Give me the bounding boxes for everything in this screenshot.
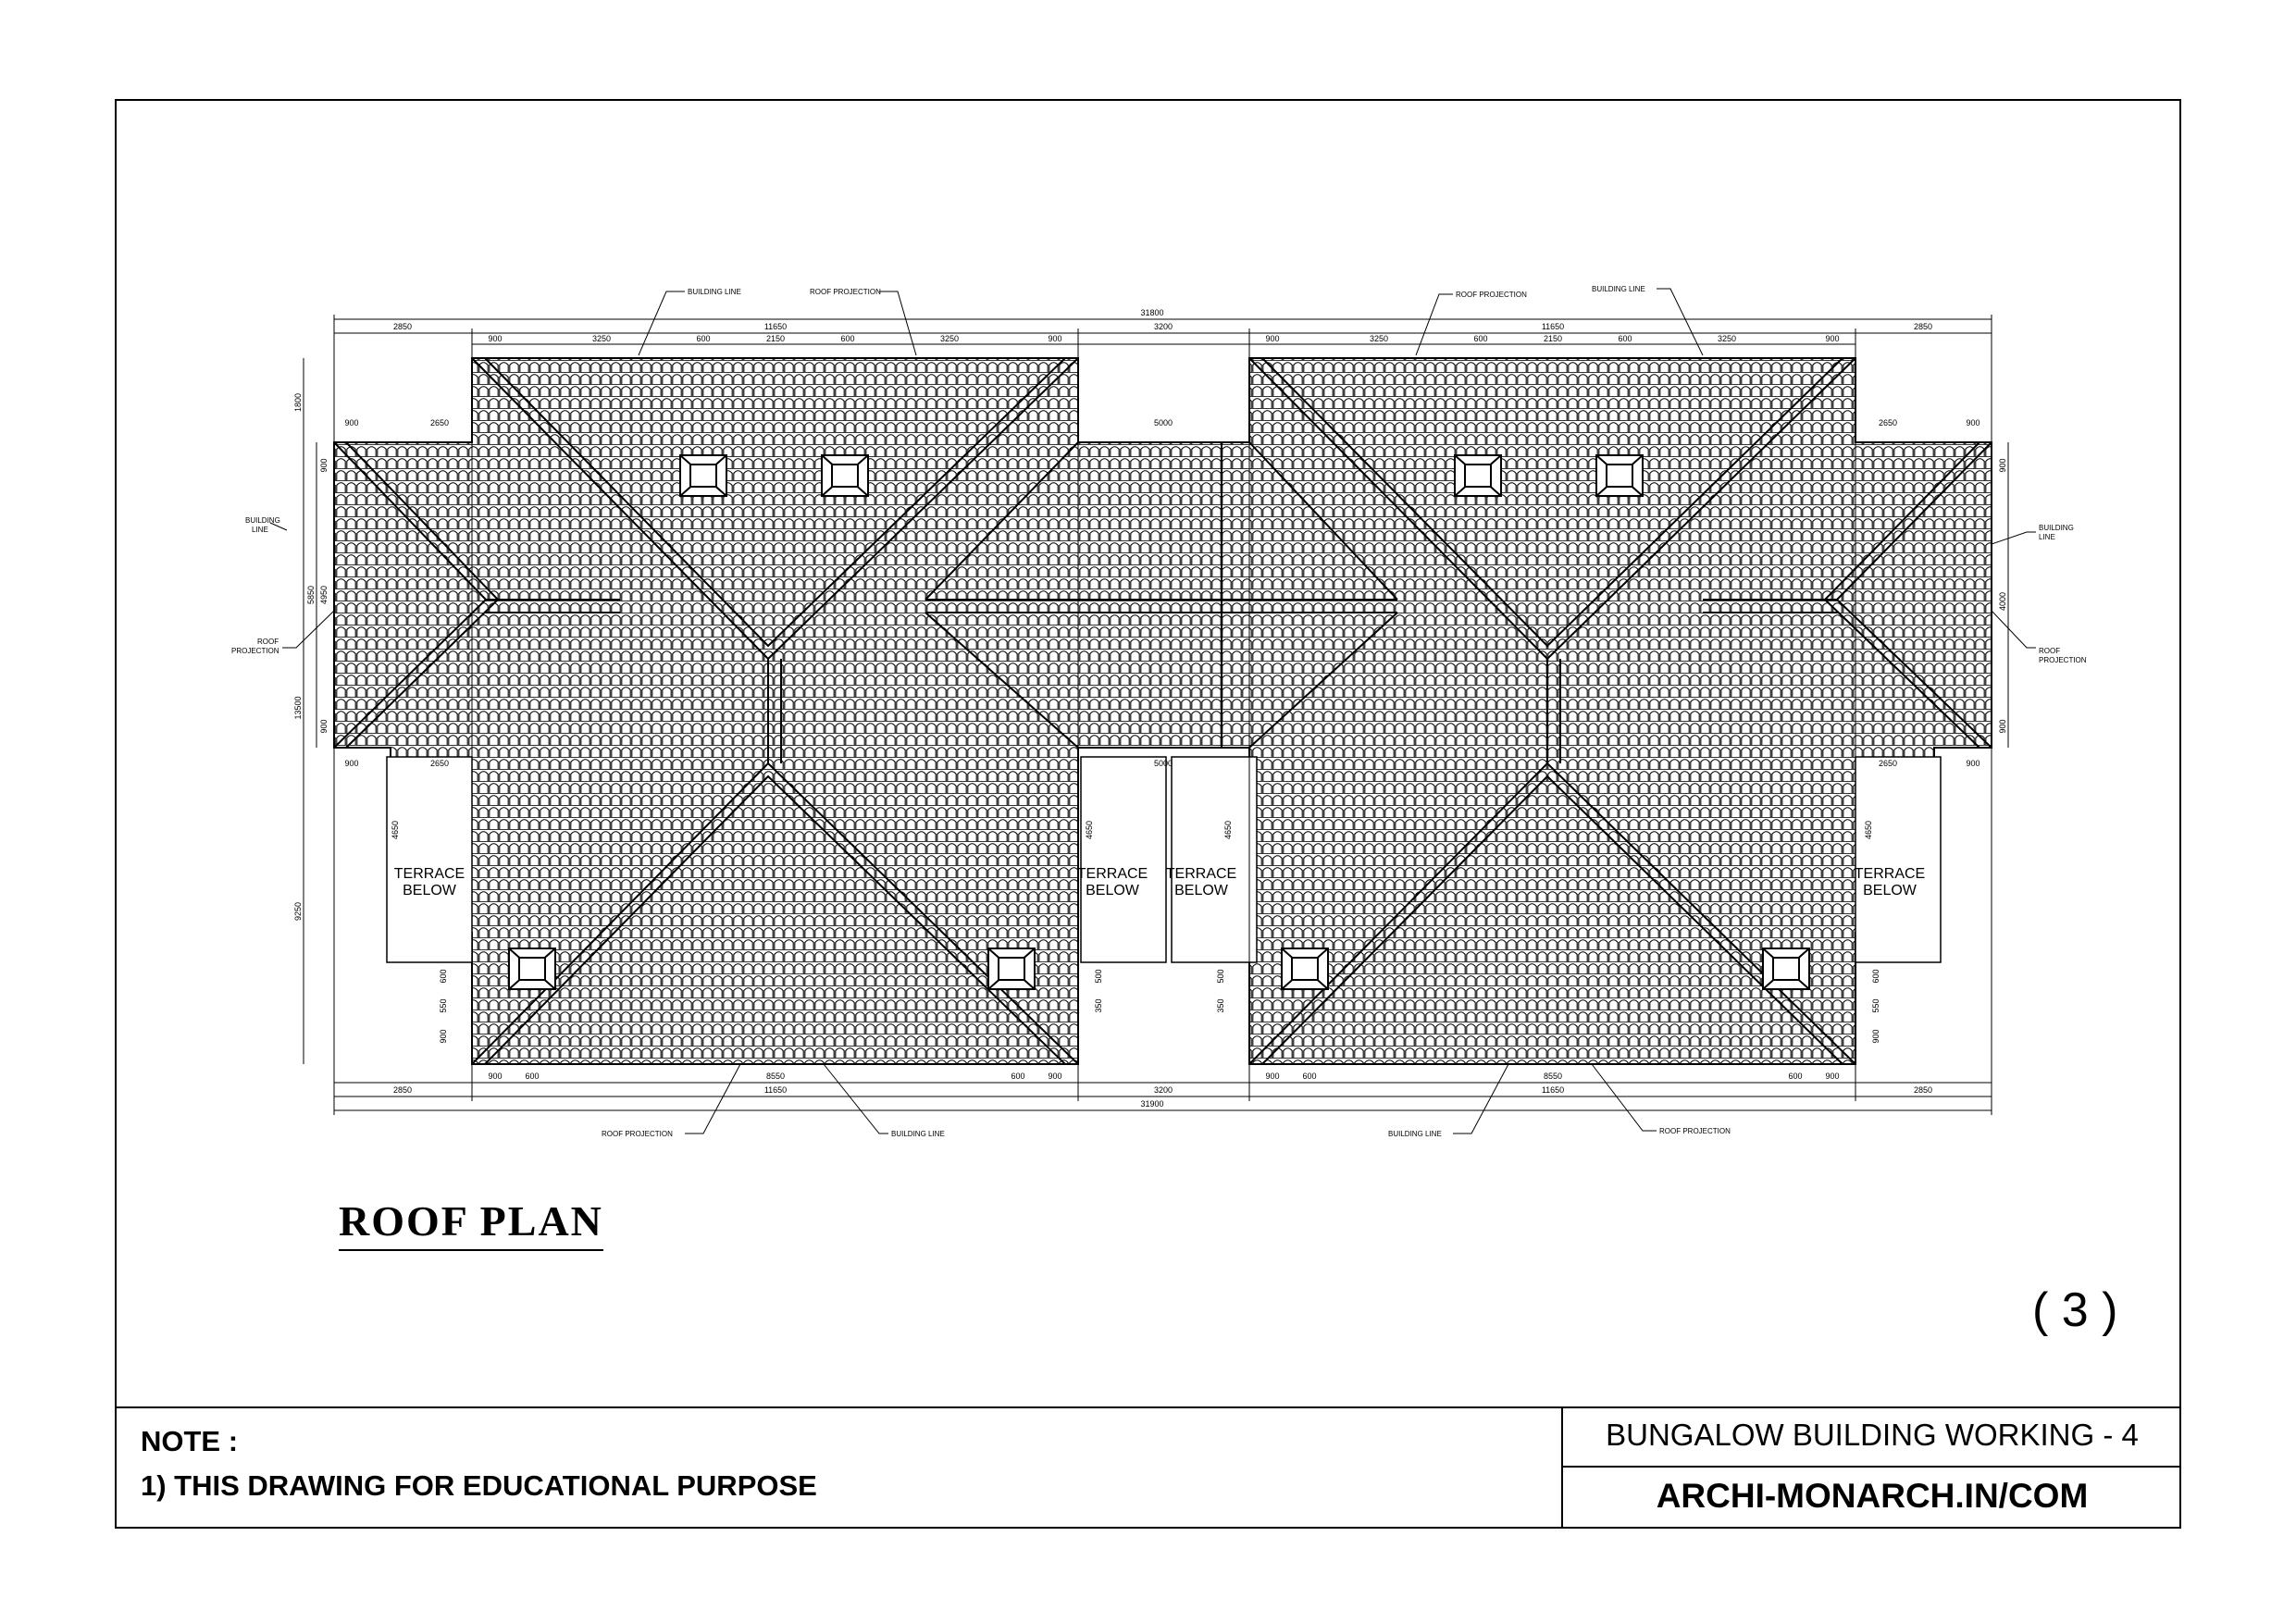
dim-4650: 4650 bbox=[391, 820, 400, 840]
dim-900: 900 bbox=[1825, 1072, 1840, 1081]
dim-4950: 4950 bbox=[319, 585, 329, 605]
label-roof: ROOF bbox=[2039, 647, 2061, 655]
dim-900: 900 bbox=[319, 719, 329, 734]
dim-4000: 4000 bbox=[1998, 591, 2007, 612]
dim-500: 500 bbox=[1094, 969, 1103, 984]
dim-350: 350 bbox=[1094, 998, 1103, 1013]
dim-900: 900 bbox=[1871, 1029, 1880, 1044]
note-label: NOTE : bbox=[141, 1425, 239, 1457]
dim-4650: 4650 bbox=[1085, 820, 1094, 840]
dim-600: 600 bbox=[1302, 1072, 1317, 1081]
dim-550: 550 bbox=[439, 998, 448, 1013]
dim-5000-bottom: 5000 bbox=[1153, 759, 1173, 768]
dim-900: 900 bbox=[1998, 458, 2007, 473]
label-building: BUILDING bbox=[2039, 524, 2074, 532]
label-roof-projection: ROOF PROJECTION bbox=[1659, 1127, 1731, 1135]
dim-600: 600 bbox=[1473, 334, 1488, 343]
dim-900: 900 bbox=[1966, 759, 1980, 768]
dim-2650-left: 2650 bbox=[429, 418, 450, 427]
dim-overall-top: 31800 bbox=[1140, 308, 1164, 317]
dim-5000-top: 5000 bbox=[1153, 418, 1173, 427]
dim-13500: 13500 bbox=[293, 696, 303, 720]
dim-500: 500 bbox=[1216, 969, 1225, 984]
label-roof-projection: ROOF PROJECTION bbox=[1456, 291, 1527, 299]
dim-900: 900 bbox=[319, 458, 329, 473]
website-label: ARCHI-MONARCH.IN/COM bbox=[1656, 1477, 2089, 1515]
dim-overall-bottom: 31900 bbox=[1140, 1099, 1164, 1109]
terrace-label: TERRACE bbox=[393, 866, 465, 882]
dim-wing-right-bottom: 11650 bbox=[1541, 1085, 1565, 1095]
dim-900: 900 bbox=[1966, 418, 1980, 427]
dim-gap-bottom: 3200 bbox=[1153, 1085, 1173, 1095]
dim-900: 900 bbox=[1825, 334, 1840, 343]
terrace-label-below: BELOW bbox=[1174, 883, 1228, 898]
dim-900: 900 bbox=[1048, 1072, 1062, 1081]
dim-900: 900 bbox=[344, 759, 359, 768]
dim-600: 600 bbox=[1011, 1072, 1025, 1081]
terrace-label: TERRACE bbox=[1165, 866, 1237, 882]
dim-1800: 1800 bbox=[293, 392, 303, 413]
dim-wing-right-top: 11650 bbox=[1541, 322, 1565, 331]
terrace-label-below: BELOW bbox=[403, 883, 456, 898]
label-projection: PROJECTION bbox=[2039, 656, 2087, 664]
dim-900: 900 bbox=[1048, 334, 1062, 343]
note-text: 1) THIS DRAWING FOR EDUCATIONAL PURPOSE bbox=[141, 1469, 817, 1502]
terrace-label-below: BELOW bbox=[1863, 883, 1917, 898]
dim-2150: 2150 bbox=[1543, 334, 1563, 343]
dim-350: 350 bbox=[1216, 998, 1225, 1013]
dim-900: 900 bbox=[344, 418, 359, 427]
dim-600: 600 bbox=[696, 334, 711, 343]
dim-550: 550 bbox=[1871, 998, 1880, 1013]
dim-8550-right: 8550 bbox=[1543, 1072, 1563, 1081]
dim-side-right-top: 2850 bbox=[1913, 322, 1933, 331]
dim-4650: 4650 bbox=[1864, 820, 1873, 840]
sheet-number: ( 3 ) bbox=[2032, 1283, 2118, 1337]
dim-3250: 3250 bbox=[1717, 334, 1737, 343]
label-roof-projection: ROOF PROJECTION bbox=[810, 288, 881, 296]
title-block-hline bbox=[1563, 1466, 2181, 1468]
dim-600: 600 bbox=[439, 969, 448, 984]
dim-900: 900 bbox=[1265, 334, 1280, 343]
label-projection: PROJECTION bbox=[231, 647, 279, 655]
dim-4650: 4650 bbox=[1223, 820, 1233, 840]
label-building-line: BUILDING LINE bbox=[1592, 285, 1645, 293]
drawing-frame bbox=[115, 99, 2181, 1529]
dim-2650-left-lower: 2650 bbox=[429, 759, 450, 768]
label-building-line: BUILDING LINE bbox=[688, 288, 741, 296]
dim-900: 900 bbox=[488, 334, 503, 343]
dim-900: 900 bbox=[1998, 719, 2007, 734]
terrace-label-below: BELOW bbox=[1086, 883, 1139, 898]
dim-2650-right: 2650 bbox=[1878, 418, 1898, 427]
label-building: BUILDING bbox=[245, 516, 280, 525]
dim-2150: 2150 bbox=[765, 334, 786, 343]
dim-3250: 3250 bbox=[591, 334, 612, 343]
dim-600: 600 bbox=[525, 1072, 540, 1081]
dim-8550-left: 8550 bbox=[765, 1072, 786, 1081]
label-roof: ROOF bbox=[257, 638, 279, 646]
dim-9250: 9250 bbox=[293, 901, 303, 922]
label-line: LINE bbox=[252, 526, 268, 534]
dim-gap-top: 3200 bbox=[1153, 322, 1173, 331]
dim-600: 600 bbox=[840, 334, 855, 343]
project-name: BUNGALOW BUILDING WORKING - 4 bbox=[1606, 1418, 2139, 1452]
dim-600: 600 bbox=[1788, 1072, 1803, 1081]
dim-side-right-bottom: 2850 bbox=[1913, 1085, 1933, 1095]
dim-side-left-bottom: 2850 bbox=[392, 1085, 413, 1095]
label-line: LINE bbox=[2039, 533, 2055, 541]
dim-5850: 5850 bbox=[306, 585, 316, 605]
label-roof-projection: ROOF PROJECTION bbox=[602, 1130, 673, 1138]
label-building-line: BUILDING LINE bbox=[1388, 1130, 1442, 1138]
dim-900: 900 bbox=[1265, 1072, 1280, 1081]
dim-side-left-top: 2850 bbox=[392, 322, 413, 331]
dim-2650-right-lower: 2650 bbox=[1878, 759, 1898, 768]
terrace-label: TERRACE bbox=[1076, 866, 1148, 882]
dim-600: 600 bbox=[1618, 334, 1632, 343]
dim-3250: 3250 bbox=[939, 334, 960, 343]
drawing-title: ROOF PLAN bbox=[339, 1196, 603, 1251]
dim-3250: 3250 bbox=[1369, 334, 1389, 343]
dim-600: 600 bbox=[1871, 969, 1880, 984]
label-building-line: BUILDING LINE bbox=[891, 1130, 945, 1138]
dim-wing-left-top: 11650 bbox=[763, 322, 788, 331]
dim-900: 900 bbox=[488, 1072, 503, 1081]
dim-wing-left-bottom: 11650 bbox=[763, 1085, 788, 1095]
dim-900: 900 bbox=[439, 1029, 448, 1044]
terrace-label: TERRACE bbox=[1854, 866, 1926, 882]
